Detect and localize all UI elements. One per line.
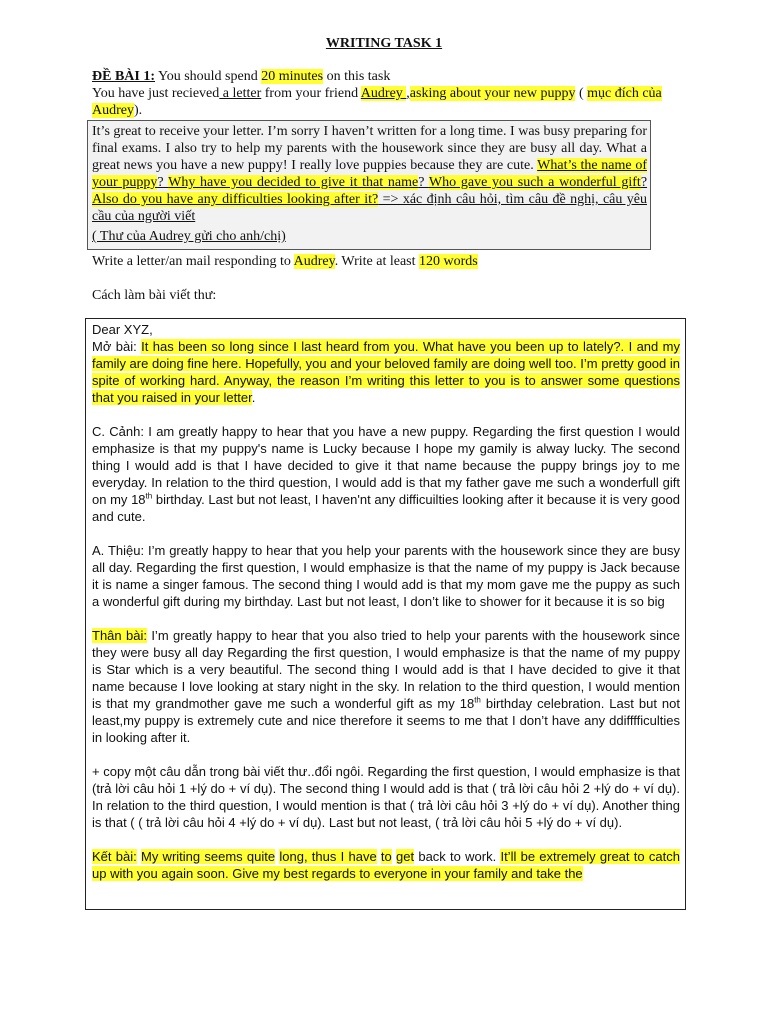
paragraph-copy-template: + copy một câu dẫn trong bài viết thư..đổi ngôi. Regarding the first question, I would emphasize is that (trả lời câu hỏi 1 +lý do + ví dụ). The second thing I would add is that ( trả lời câu hỏi 2 +lý do + ví dụ). In relation to the third question, I would mention is that ( trả lời câu hỏi 3 +lý do + ví dụ). Another thing is that ( ( trả lời câu hỏi 4 +lý do + ví dụ). Last but not least, ( trả lời câu hỏi 5 +lý do + ví dụ). [92, 764, 680, 830]
paragraph-a-thieu: A. Thiệu: I’m greatly happy to hear that you help your parents with the housework since they are busy all day. Regarding the first question, I would emphasize is that the name of my puppy is Jack because it is name a singer famous. The second thing I would add is that my mom gave me the puppy as such a wonderful gift during my birthday. Last but not least, I don’t like to shower for it because it is so big [92, 543, 680, 609]
question-1: What’s the name of your puppy [92, 158, 647, 190]
question-3: Who gave you such a wonderful gift [428, 175, 641, 190]
paragraph-ket-bai: Kết bài: My writing seems quite long, thus I have to get back to work. It’ll be extremely great to catch up with you again soon. Give my best regards to everyone in your family and take the [92, 849, 680, 881]
task-line: Write a letter/an mail responding to Audrey. Write at least 120 words [92, 254, 478, 269]
sample-answer-box [85, 318, 686, 910]
letter-signature: ( Thư của Audrey gửi cho anh/chị) [92, 229, 286, 244]
page-title: WRITING TASK 1 [325, 36, 443, 51]
task-instruction: ĐỀ BÀI 1: You should spend 20 minutes on this task [92, 69, 391, 84]
task-context: You have just recieved a letter from your friend Audrey ,asking about your new puppy ( mục đích của Audrey). [92, 86, 662, 118]
paragraph-than-bai: Thân bài: I’m greatly happy to hear that you also tried to help your parents with the housework since they were busy all day Regarding the first question, I would emphasize is that the name of my puppy is Star which is a very beautiful. The second thing I would add is that I have decided to give it that name because I love looking at stary night in the sky. In relation to the third question, I would mention is that my grandmother gave me such a wonderful gift as my 18th birthday celebration. Last but not least,my puppy is extremely cute and nice therefore it seems to me that I don’t have any ddifffficulties in looking after it. [92, 628, 680, 745]
paragraph-c-canh: C. Cảnh: I am greatly happy to hear that you have a new puppy. Regarding the first question I would emphasize is that my puppy's name is Lucky because I hope my gamily is alway lucky. The second thing I would add is that I have decided to give it that name because the puppy brings joy to me everyday. In relation to the third question, I would add is that my father gave me such a wonderfull gift on my 18th birthday. Last but not least, I haven'nt any difficuilties looking after it because it is very good and cute. [92, 424, 680, 524]
time-highlight: 20 minutes [261, 69, 324, 84]
task-intro [92, 68, 682, 119]
question-2: Why have you decided to give it that name [168, 175, 419, 190]
task-label: ĐỀ BÀI 1: [92, 69, 156, 84]
question-4: Also do you have any difficulties looking after it? [92, 192, 379, 207]
friend-letter-text: It’s great to receive your letter. I’m sorry I haven’t written for a long time. I was busy preparing for final exams. I also try to help my parents with the housework since they are busy all day. What a great news you have a new puppy! I really love puppies because they are cute. What’s the name of your puppy? Why have you decided to give it that name? Who gave you such a wonderful gift? Also do you have any difficulties looking after it? => xác định câu hỏi, tìm câu đề nghị, câu yêu cầu của người viết [92, 124, 648, 224]
salutation: Dear XYZ, [92, 322, 153, 337]
paragraph-mo-bai: Mở bài: It has been so long since I last heard from you. What have you been up to lately?. I and my family are doing fine here. Hopefully, you and your beloved family are doing well too. I’m pretty good in spite of working hard. Anyway, the reason I’m writing this letter to you is to answer some questions that you raised in your letter. [92, 339, 680, 405]
friend-letter-box [87, 120, 651, 250]
method-label: Cách làm bài viết thư: [92, 288, 217, 303]
letter-note: => xác định câu hỏi, tìm câu đề nghị, câu yêu cầu của người viết [92, 192, 647, 224]
